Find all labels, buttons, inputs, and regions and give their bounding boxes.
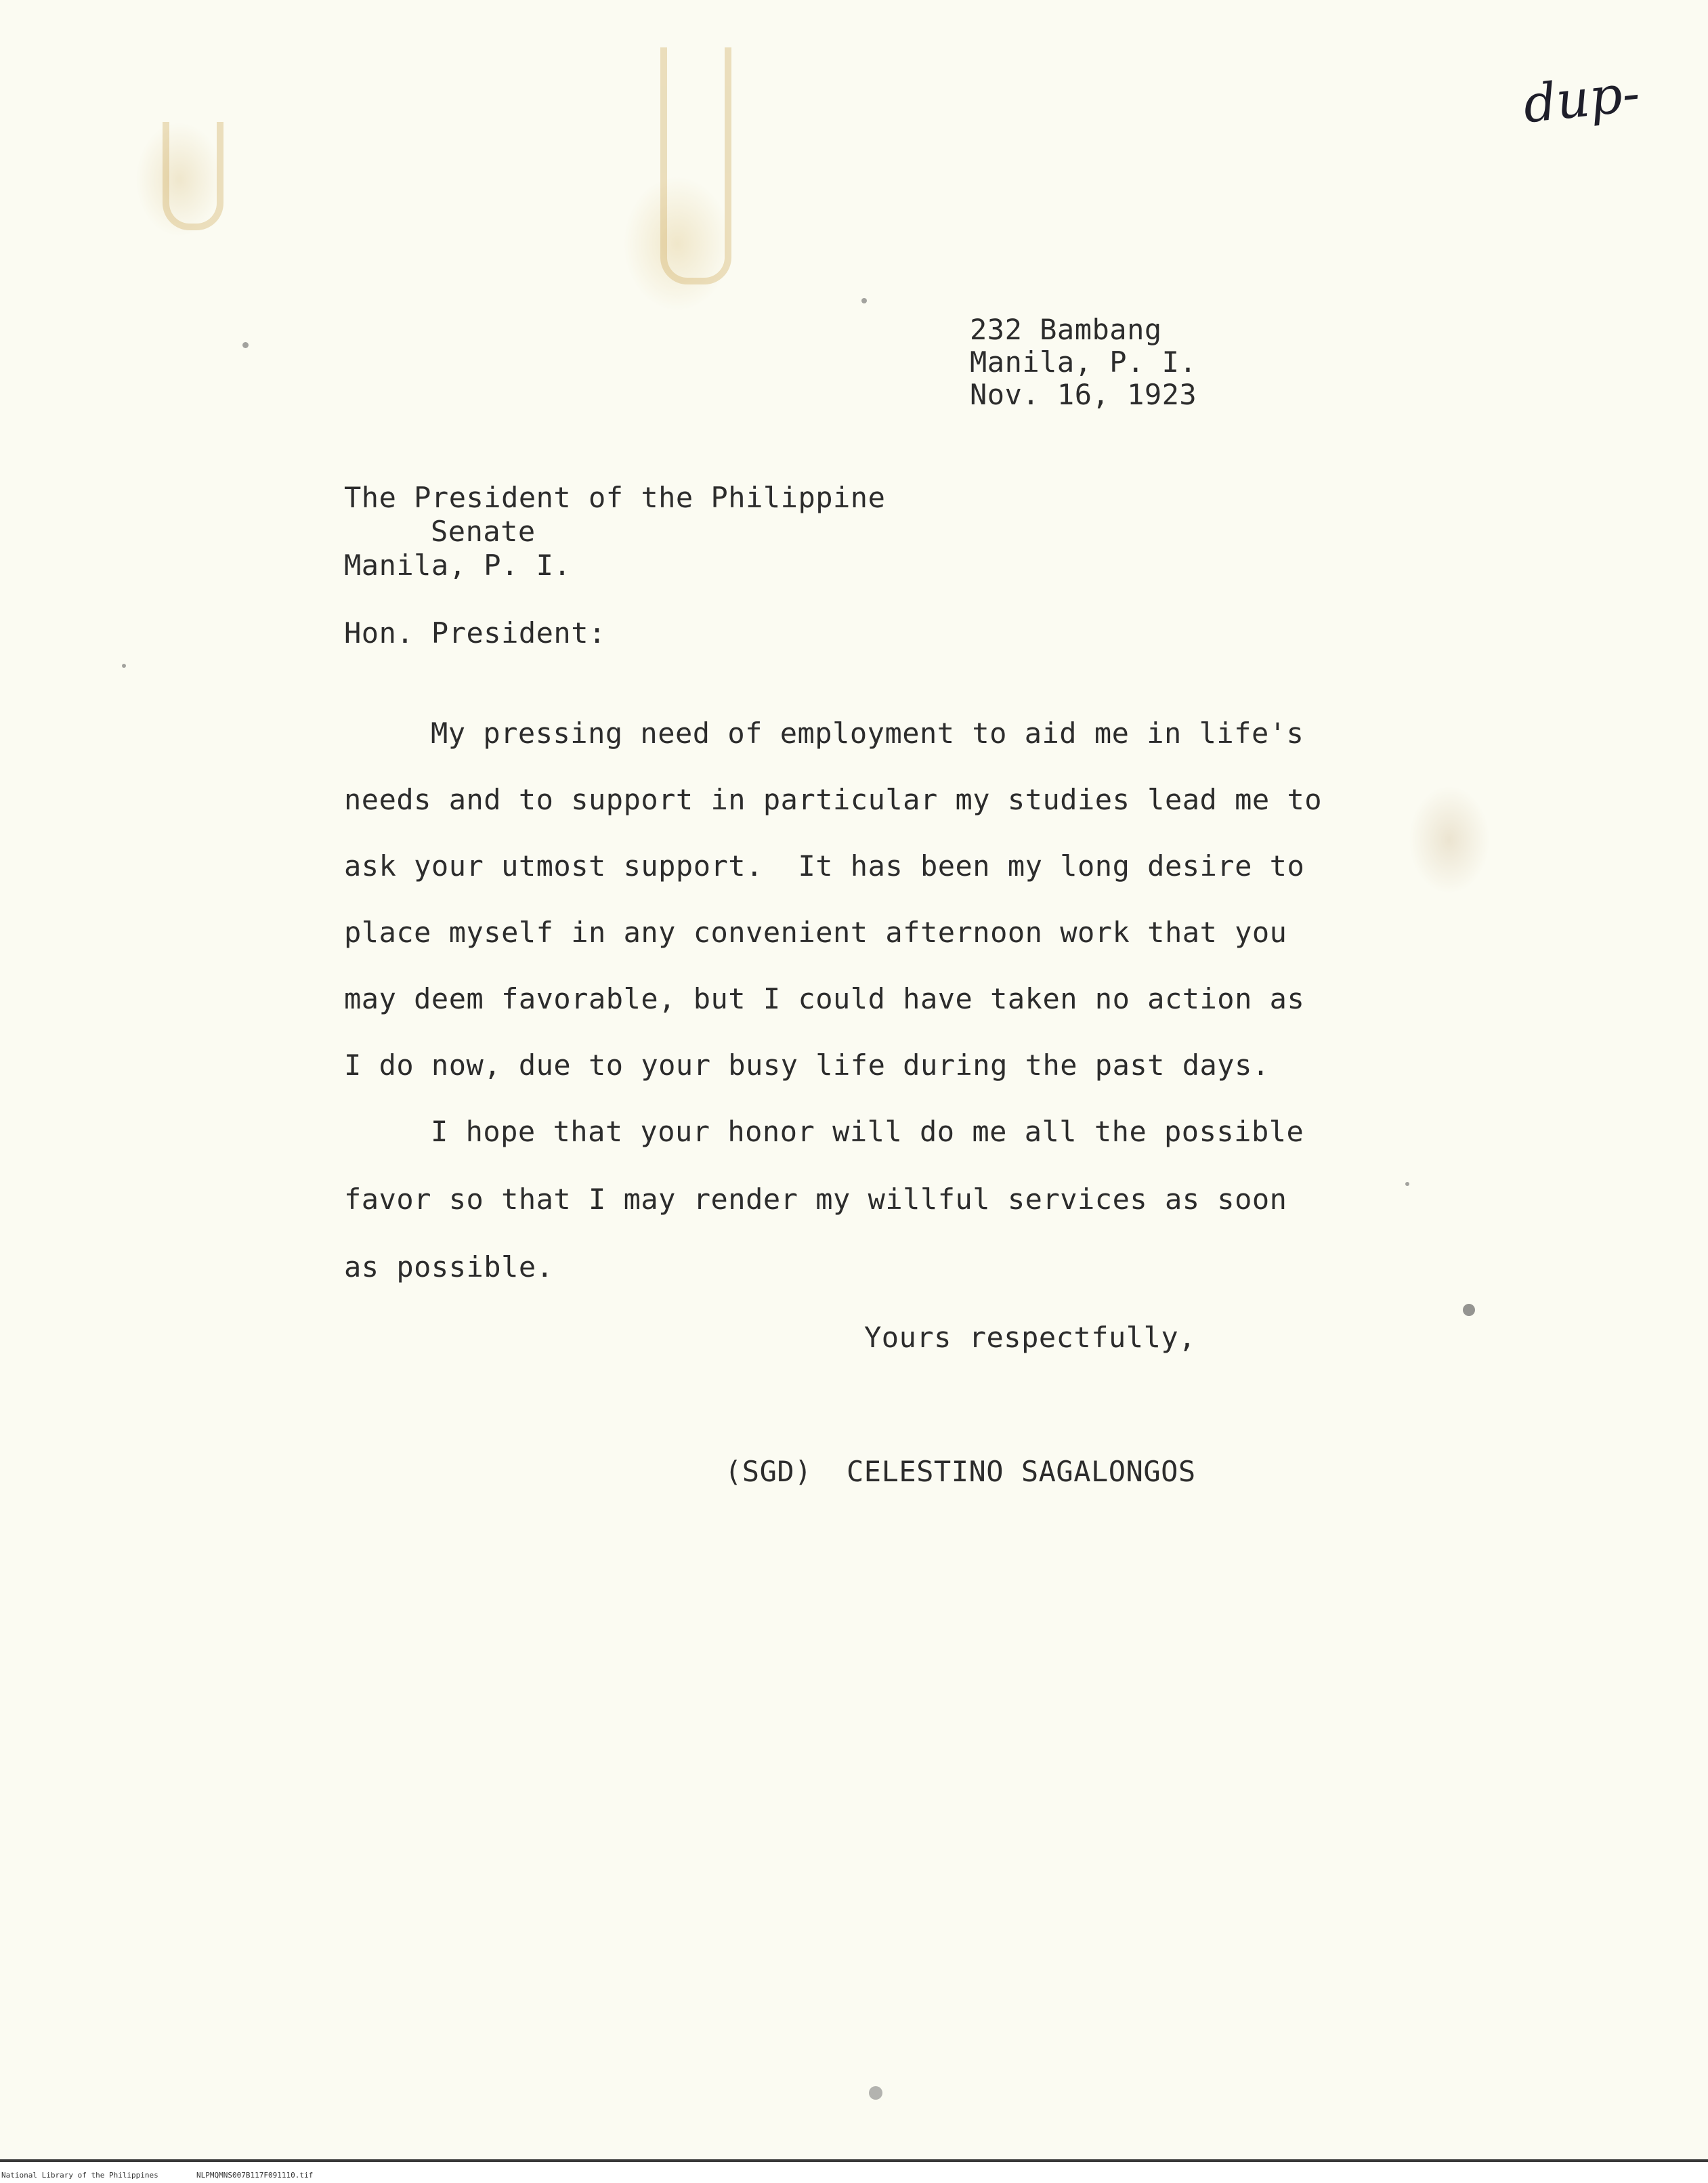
body-line: My pressing need of employment to aid me in life's	[431, 717, 1304, 750]
body-line: favor so that I may render my willful services as soon	[344, 1183, 1287, 1216]
clip-mark	[660, 47, 731, 284]
body-line: may deem favorable, but I could have taken no action as	[344, 982, 1305, 1015]
speck	[1463, 1304, 1475, 1316]
recipient-line-1: The President of the Philippine	[344, 481, 886, 514]
closing: Yours respectfully,	[864, 1321, 1196, 1354]
footer-filename: NLPMQMNS007B117F091110.tif	[196, 2171, 314, 2180]
signatory-name: CELESTINO SAGALONGOS	[847, 1455, 1196, 1488]
sender-city: Manila, P. I.	[970, 345, 1197, 379]
body-line: needs and to support in particular my studies lead me to	[344, 783, 1323, 816]
body-line: I do now, due to your busy life during the past days.	[344, 1048, 1270, 1082]
speck	[869, 2086, 882, 2100]
salutation: Hon. President:	[344, 616, 606, 650]
speck	[1405, 1182, 1409, 1186]
body-line: I hope that your honor will do me all the possible	[431, 1115, 1304, 1148]
speck	[122, 664, 126, 668]
recipient-line-3: Manila, P. I.	[344, 549, 572, 582]
body-line: as possible.	[344, 1250, 554, 1284]
speck	[242, 342, 249, 348]
recipient-line-2: Senate	[431, 515, 536, 548]
stain-mark	[1409, 786, 1490, 894]
body-line: ask your utmost support. It has been my long desire to	[344, 849, 1305, 883]
body-line: place myself in any convenient afternoon work that you	[344, 916, 1287, 949]
speck	[861, 298, 867, 303]
letter-date: Nov. 16, 1923	[970, 378, 1197, 411]
clip-mark	[163, 122, 223, 230]
sender-street: 232 Bambang	[970, 313, 1162, 346]
signature-mark: (SGD)	[725, 1455, 812, 1488]
footer-institution: National Library of the Philippines	[1, 2171, 158, 2180]
page-bottom-edge	[0, 2159, 1708, 2162]
handwritten-note: dup-	[1520, 62, 1643, 135]
